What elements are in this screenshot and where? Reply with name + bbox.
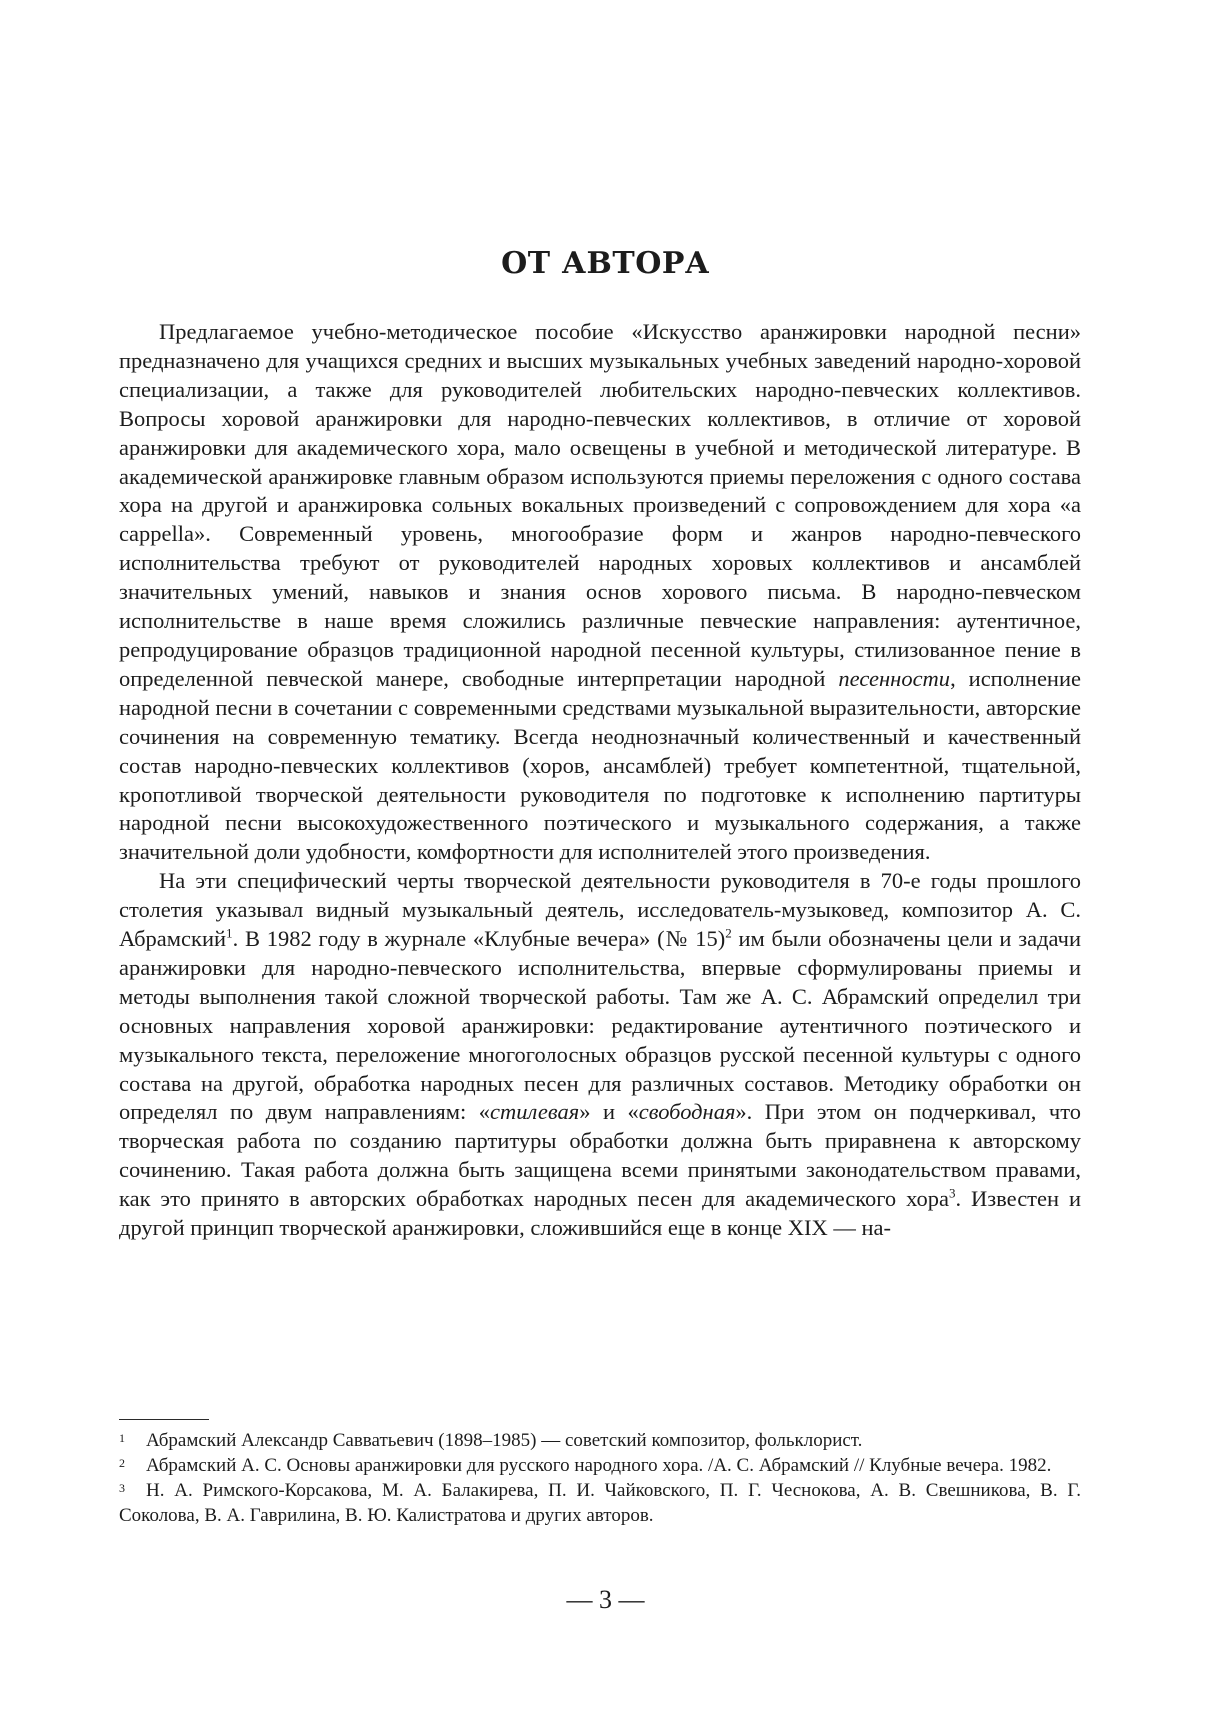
footnote-number: 1: [119, 1431, 125, 1445]
footnote-number: 2: [119, 1456, 125, 1470]
footnote-1: [119, 1428, 1081, 1453]
paragraph-1: Предлагаемое учебно-методическое пособие «Искусство аранжировки народной песни» предназначено для учащихся средних и высших музыкальных учебных заведений народно-хоровой специализации, а также для руководителей любительских народно-певческих коллективов. Вопросы хоровой аранжировки для народно-певческих коллективов, в отличие от хоровой аранжировки для академического хора, мало освещены в учебной и методической литературе. В академической аранжировке главным образом используются приемы переложения с одного состава хора на другой и аранжировка сольных вокальных произведений с сопровождением для хора «a cappella». Современный уровень, многообразие форм и жанров народно-певческого исполнительства требуют от руководителей народных хоровых коллективов и ансамблей значительных умений, навыков и знания основ хорового письма. В народно-певческом исполнительстве в наше время сложились различные певческие направления: аутентичное, репродуцирование образцов традиционной народной песенной культуры, стилизованное пение в определенной певческой манере, свободные интерпретации народной песенности, исполнение народной песни в сочетании с современными средствами музыкальной выразительности, авторские сочинения на современную тематику. Всегда неоднозначный количественный и качественный состав народно-певческих коллективов (хоров, ансамблей) требует компетентной, тщательной, кропотливой творческой деятельности руководителя по подготовке к исполнению партитуры народной песни высокохудожественного поэтического и музыкального содержания, а также значительной доли удобности, комфортности для исполнителей этого произведения.: [119, 319, 1081, 865]
page-number: — 3 —: [566, 1585, 645, 1614]
footnotes: [119, 1428, 1081, 1528]
footnote-ref-2: 2: [725, 925, 732, 941]
footnote-text: Н. А. Римского-Корсакова, М. А. Балакирева, П. И. Чайковского, П. Г. Чеснокова, А. В. Свешникова, В. Г. Соколова, В. А. Гаврилина, В. Ю. Калистратова и других авторов.: [119, 1480, 1081, 1526]
footnote-text: Абрамский Александр Савватьевич (1898–1985) — советский композитор, фольклорист.: [146, 1430, 863, 1451]
footnote-text: Абрамский А. С. Основы аранжировки для русского народного хора. /А. С. Абрамский // Клубные вечера. 1982.: [146, 1455, 1052, 1476]
paragraph-2: На эти специфический черты творческой деятельности руководителя в 70-е годы прошлого столетия указывал видный музыкальный деятель, исследователь-музыковед, композитор А. С. Абрамский$^1$. В 1982 году в журнале «Клубные вечера» (№ 15)$^2$ им были обозначены цели и задачи аранжировки для народно-певческого исполнительства, впервые сформулированы приемы и методы выполнения такой сложной творческой работы. Там же А. С. Абрамский определил три основных направления хоровой аранжировки: редактирование аутентичного поэтического и музыкального текста, переложение многоголосных образцов русской песенной культуры с одного состава на другой, обработка народных песен для различных составов. Методику обработки он определял по двум направлениям: «стилевая» и «свободная». При этом он подчеркивал, что творческая работа по созданию партитуры обработки должна быть приравнена к авторскому сочинению. Такая работа должна быть защищена всеми принятыми законодательством правами, как это принято в авторских обработках народных песен для академического хора$^3$. Известен и другой принцип творческой аранжировки, сложившийся еще в конце XIX — на-: [119, 868, 1082, 1241]
emphasis-stilevaya: стилевая: [490, 1099, 580, 1125]
emphasis-pesennosti: песенности: [838, 665, 951, 691]
footnote-ref-3: 3: [948, 1185, 956, 1201]
footnote-2: [119, 1453, 1081, 1478]
footnote-divider: [119, 1419, 209, 1420]
footnote-ref-1: 1: [226, 925, 233, 941]
page-title: ОТ АВТОРА: [501, 246, 710, 281]
footnote-3: [119, 1478, 1081, 1528]
footnote-number: 3: [119, 1481, 125, 1495]
emphasis-svobodnaya: свободная: [638, 1099, 736, 1125]
body-text: [119, 318, 1081, 1243]
